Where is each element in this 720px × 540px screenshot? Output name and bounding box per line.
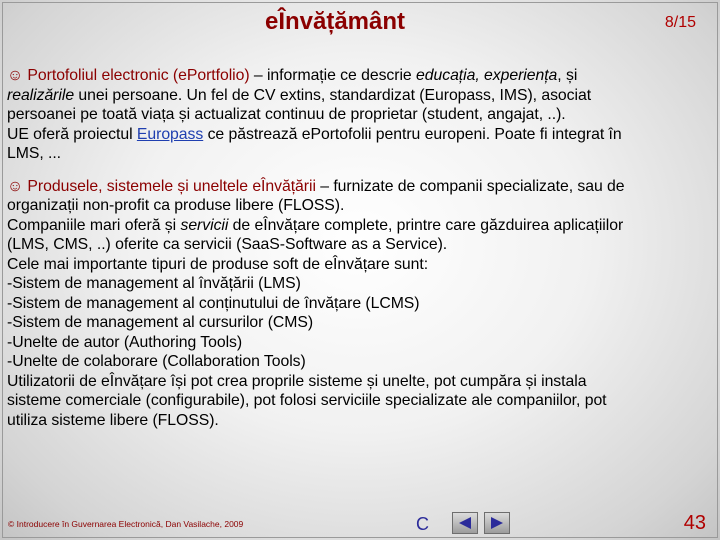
smiley-bullet: ☺ <box>7 177 28 195</box>
text-span: , și <box>557 67 578 84</box>
list-item: -Sistem de management al cursurilor (CMS) <box>7 314 314 331</box>
text-span: Companiile mari oferă și <box>7 216 181 234</box>
slide-title: eÎnvățământ <box>264 8 406 35</box>
italic-text: educația, experiența <box>416 67 558 84</box>
italic-text: realizările <box>7 86 75 104</box>
list-item: -Sistem de management al conținutului de învățare (LCMS) <box>7 294 420 312</box>
text-span: ce păstrează ePortofolii pentru europeni. Poate fi integrat în <box>203 125 622 143</box>
text-span: – informație ce descrie <box>249 67 417 84</box>
text-line: Utilizatorii de eÎnvățare își pot crea proprile sisteme și unelte, pot cumpăra și instala <box>7 372 587 390</box>
text-line: LMS, ... <box>7 145 62 162</box>
text-line: organizații non-profit ca produse libere (FLOSS). <box>7 197 345 214</box>
text-line <box>7 177 717 197</box>
text-line: Cele mai importante tipuri de produse soft de eÎnvățare sunt: <box>7 255 429 273</box>
footer-copyright: © Introducere în Guvernarea Electronică, Dan Vasilache, 2009 <box>8 519 244 529</box>
text-line <box>7 216 717 236</box>
text-span: de eÎnvățare complete, printre care găzduirea aplicațiilor <box>228 216 624 234</box>
slide-content <box>7 66 717 443</box>
slide-counter: 8/15 <box>664 14 696 31</box>
footer-mark[interactable]: C <box>416 514 429 534</box>
paragraph-eportfolio <box>7 66 717 164</box>
text-line <box>7 66 717 86</box>
list-item: -Unelte de colaborare (Collaboration Tools) <box>7 353 306 370</box>
right-triangle-icon <box>489 516 505 530</box>
text-line: utiliza sisteme libere (FLOSS). <box>7 411 219 429</box>
text-line: sisteme comerciale (configurabile), pot folosi serviciile specializate ale companiilor, pot <box>7 392 607 409</box>
text-line: persoanei pe toată viața și actualizat continuu de proprietar (student, angajat, ..). <box>7 106 566 123</box>
paragraph-products <box>7 177 717 431</box>
next-slide-button[interactable] <box>484 512 510 534</box>
text-line <box>7 86 717 106</box>
text-span: – furnizate de companii specializate, sau de <box>315 177 625 195</box>
europass-link[interactable]: Europass <box>136 125 204 143</box>
italic-text: servicii <box>180 216 229 234</box>
eportfolio-heading: Portofoliul electronic (ePortfolio) <box>27 67 250 84</box>
products-heading: Produsele, sistemele și uneltele eÎnvățării <box>27 177 316 195</box>
smiley-bullet: ☺ <box>7 67 28 84</box>
previous-slide-button[interactable] <box>452 512 478 534</box>
text-span: unei persoane. Un fel de CV extins, standardizat (Europass, IMS), asociat <box>74 86 592 104</box>
list-item: -Sistem de management al învățării (LMS) <box>7 275 301 292</box>
left-triangle-icon <box>457 516 473 530</box>
text-line <box>7 125 717 145</box>
page-number: 43 <box>683 512 706 534</box>
text-line: (LMS, CMS, ..) oferite ca servicii (SaaS-Software as a Service). <box>7 236 448 253</box>
text-span: UE oferă proiectul <box>7 125 137 143</box>
list-item: -Unelte de autor (Authoring Tools) <box>7 333 243 351</box>
